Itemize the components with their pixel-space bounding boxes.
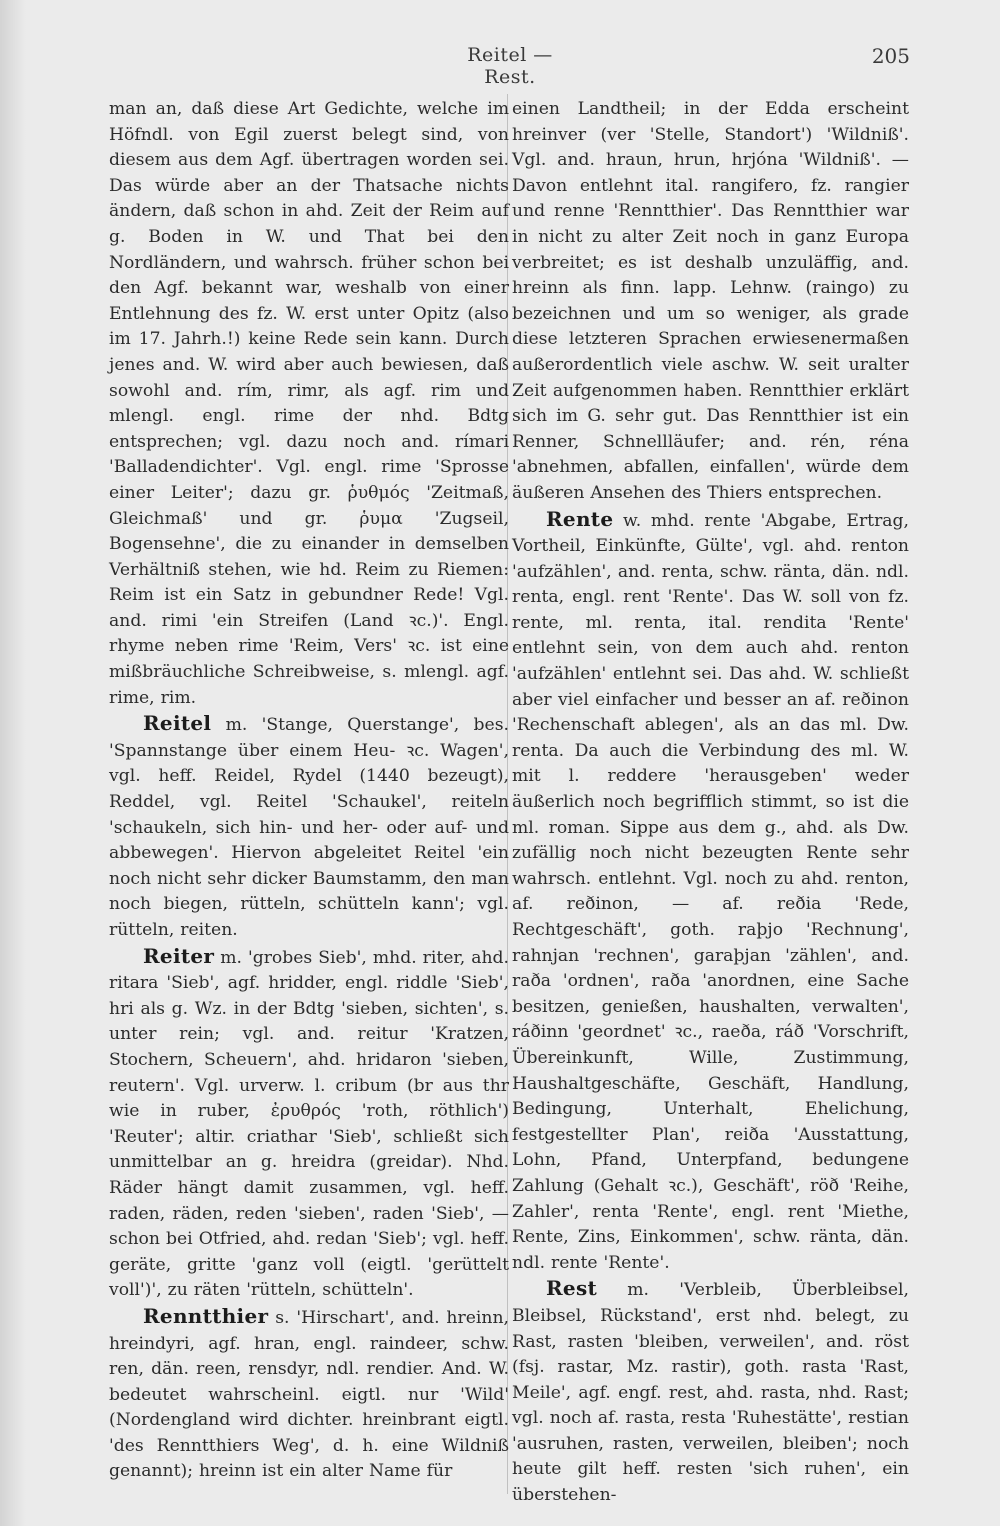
page-header xyxy=(0,44,1000,88)
entry-headword: Rest xyxy=(546,1276,598,1301)
entry-text: m. 'grobes Sieb', mhd. riter, ahd. ritara 'Sieb', agf. hridder, engl. riddle 'Sieb', hri als g. Wz. in der Bdtg 'sieben, sichten', s. unter rein; vgl. and. reitur 'Kratzen, Stochern, Scheuern', ahd. hridaron 'sieben, reutern'. Vgl. urverw. l. cribum (br aus thr wie in ruber, ἐρυθρός 'roth, röthlich') 'Reuter'; altir. criathar 'Sieb', schließt sich unmittelbar an g. hreidra (greidar). Nhd. Räder hängt damit zusammen, vgl. heff. raden, räden, reden 'sieben', raden 'Sieb', — schon bei Otfried, ahd. redan 'Sieb'; vgl. heff. geräte, gritte 'ganz voll (eigtl. 'gerüttelt voll')', zu räten 'rütteln, schütteln'. xyxy=(109,947,509,1301)
entry-headword: Reitel xyxy=(143,711,212,736)
dictionary-entry xyxy=(512,507,909,1277)
continued-entry-text: einen Landtheil; in der Edda erscheint hreinver (ver 'Stelle, Standort') 'Wildniß'. Vgl. and. hraun, hrun, hrjóna 'Wildniß'. — Davon entlehnt ital. rangifero, fz. rangier und renne 'Renntthier'. Das Renntthier war in nicht zu alter Zeit noch in ganz Europa verbreitet; es ist deshalb unzuläffig, and. hreinn als finn. lapp. Lehnw. (raingo) zu bezeichnen und um so weniger, als grade diese letzteren Sprachen erwiesenermaßen außerordentlich viele aschw. W. seit uralter Zeit aufgenommen haben. Renntthier erklärt sich im G. sehr gut. Das Renntthier ist ein Renner, Schnellläufer; and. rén, réna 'abnehmen, abfallen, einfallen', würde dem äußeren Ansehen des Thiers entsprechen. xyxy=(512,99,909,503)
entry-headword: Renntthier xyxy=(143,1303,269,1328)
entry-text: m. 'Stange, Querstange', bes. 'Spannstange über einem Heu- ꝛc. Wagen', vgl. heff. Reidel, Rydel (1440 bezeugt), Reddel, vgl. Reitel 'Schaukel', reiteln 'schaukeln, sich hin- und her- oder auf- und abbewegen'. Hiervon abgeleitet Reitel 'ein noch nicht sehr dicker Baumstamm, den man noch biegen, rütteln, schütteln kann'; vgl. rütteln, reiten. xyxy=(109,715,509,940)
continued-entry-text: man an, daß diese Art Gedichte, welche im Höfndl. von Egil zuerst belegt sind, von diesem aus dem Agf. übertragen worden sei. Das würde aber an der Thatsache nichts ändern, daß schon in ahd. Zeit der Reim auf g. Boden in W. und That bei den Nordländern, und wahrsch. früher schon bei den Agf. bekannt war, weshalb von einer Entlehnung des fz. W. erst unter Opitz (also im 17. Jahrh.!) keine Rede sein kann. Durch jenes and. W. wird aber auch bewiesen, daß sowohl and. rím, rimr, als agf. rim und mlengl. engl. rime der nhd. Bdtg entsprechen; vgl. dazu noch and. rímari 'Balladendichter'. Vgl. engl. rime 'Sprosse einer Leiter'; dazu gr. ῥυθμός 'Zeitmaß, Gleichmaß' und gr. ῥυμα 'Zugseil, Bogensehne', die zu einander in demselben Verhältniß stehen, wie hd. Reim zu Riemen: Reim ist ein Satz in gebundner Rede! Vgl. and. rimi 'ein Streifen (Land ꝛc.)'. Engl. rhyme neben rime 'Reim, Vers' ꝛc. ist eine mißbräuchliche Schreibweise, s. mlengl. agf. rime, rim. xyxy=(109,99,509,708)
dictionary-entry xyxy=(109,711,509,943)
right-column xyxy=(512,97,909,1509)
entry-text: m. 'Verbleib, Überbleibsel, Bleibsel, Rückstand', erst nhd. belegt, zu Rast, rasten 'bleiben, verweilen', and. röst (fsj. rastar, Mz. rastir), goth. rasta 'Rast, Meile', agf. engf. rest, ahd. rasta, nhd. Rast; vgl. noch af. rasta, resta 'Ruhestätte', restian 'ausruhen, rasten, verweilen, bleiben'; noch heute gilt heff. resten 'sich ruhen', ein überstehen- xyxy=(512,1280,909,1506)
dictionary-entry xyxy=(109,1304,509,1485)
entry-text: s. 'Hirschart', and. hreinn, hreindyri, agf. hran, engl. raindeer, schw. ren, dän. reen, rensdyr, ndl. rendier. And. W. bedeutet wahrscheinl. eigtl. nur 'Wild' (Nordengland wird dichter. hreinbrant eigtl. 'des Renntthiers Weg', d. h. eine Wildniß genannt); hreinn ist ein alter Name für xyxy=(109,1307,509,1482)
dictionary-entry xyxy=(512,1276,909,1508)
entry-text: w. mhd. rente 'Abgabe, Ertrag, Vortheil, Einkünfte, Gülte', vgl. ahd. renton 'aufzählen', and. renta, schw. ränta, dän. ndl. renta, engl. rent 'Rente'. Das W. soll von fz. rente, ml. renta, ital. rendita 'Rente' entlehnt sein, von dem auch ahd. renton 'aufzählen' entlehnt sei. Das ahd. W. schließt aber viel einfacher und besser an af. reðinon 'Rechenschaft ablegen', als an das ml. Dw. renta. Da auch die Verbindung des ml. W. mit l. reddere 'herausgeben' weder äußerlich noch begrifflich stimmt, so ist die ml. roman. Sippe aus dem g., ahd. als Dw. zufällig noch nicht bezeugten Rente sehr wahrsch. entlehnt. Vgl. noch zu ahd. renton, af. reðinon, — af. reðia 'Rede, Rechtgeschäft', goth. raþjo 'Rechnung', rahnjan 'rechnen', garaþjan 'zählen', and. raða 'ordnen', raða 'anordnen, eine Sache besitzen, genießen, haushalten, verwalten', ráðinn 'geordnet' ꝛc., raeða, ráð 'Vorschrift, Übereinkunft, Wille, Zustimmung, Haushaltgeschäfte, Geschäft, Handlung, Bedingung, Unterhalt, Ehelichung, festgestellter Plan', reiða 'Ausstattung, Lohn, Pfand, Unterpfand, bedungene Zahlung (Gehalt ꝛc.), Geschäft', röð 'Reihe, Zahler', renta 'Rente', engl. rent 'Miethe, Rente, Zins, Einkommen', schw. ränta, dän. ndl. rente 'Rente'. xyxy=(512,510,909,1273)
dictionary-entry xyxy=(109,944,509,1304)
left-column xyxy=(109,97,509,1485)
page-number: 205 xyxy=(871,44,910,68)
entry-headword: Rente xyxy=(546,506,614,531)
running-title: Reitel — Rest. xyxy=(467,44,553,88)
entry-headword: Reiter xyxy=(143,943,215,968)
